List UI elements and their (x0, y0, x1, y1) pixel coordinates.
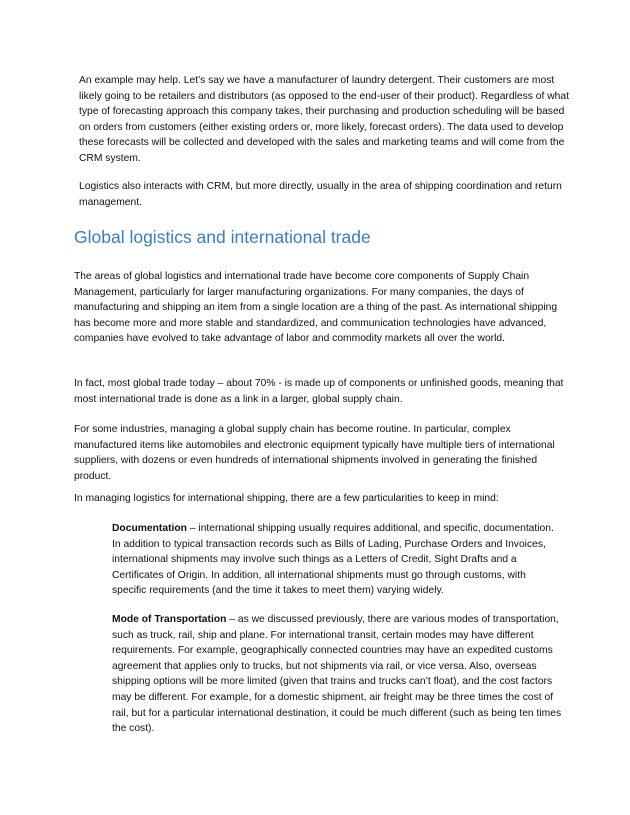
intro-paragraph-detergent: An example may help. Let’s say we have a manufacturer of laundry detergent. Their customers are most likely going to be retailers and distributors (as opposed to the end-user of their product). Regardless of what type of forecasting approach this company takes, their purchasing and production scheduling will be based on orders from customers (either existing orders or, more likely, forecast orders). The data used to develop these forecasts will be collected and developed with the sales and marketing teams and will come from the CRM system. (79, 75, 569, 164)
item-documentation (112, 521, 562, 599)
intro-paragraph-logistics-crm: Logistics also interacts with CRM, but more directly, usually in the area of shipping coordination and return management. (79, 181, 562, 208)
item-term: Mode of Transportation (112, 614, 227, 625)
item-text: – international shipping usually requires additional, and specific, documentation. In addition to typical transaction records such as Bills of Lading, Purchase Orders and Invoices, international shipments may involve such things as a Letters of Credit, Sight Drafts and a Certificates of Origin. In addition, all international shipments must go through customs, with specific requirements (and the time it takes to meet them) varying widely. (112, 523, 554, 597)
paragraph-global-trade-share: In fact, most global trade today – about 70% - is made up of components or unfinished goods, meaning that most international trade is done as a link in a larger, global supply chain. (74, 378, 564, 405)
paragraph-particularities-intro: In managing logistics for international shipping, there are a few particularities to keep in mind: (74, 493, 499, 504)
item-mode-of-transportation (112, 612, 562, 737)
item-text: – as we discussed previously, there are various modes of transportation, such as truck, rail, ship and plane. For international transit, certain modes may have different requirements. For example, geographically connected countries may have an expedited customs agreement that applies only to trucks, but not shipments via rail, or vice versa. Also, overseas shipping options will be more limited (given that trains and trucks can’t float), and the cost factors may be different. For example, for a domestic shipment, air freight may be three times the cost of rail, but for a particular international destination, it could be much different (such as being ten times the cost). (112, 614, 562, 735)
paragraph-supply-chain-routine: For some industries, managing a global supply chain has become routine. In particular, complex manufactured items like automobiles and electronic equipment typically have multiple tiers of international suppliers, with dozens or even hundreds of international shipments involved in generating the finished product. (74, 424, 555, 482)
item-term: Documentation (112, 523, 187, 534)
section-heading: Global logistics and international trade (74, 227, 371, 247)
paragraph-global-logistics: The areas of global logistics and international trade have become core components of Supply Chain Management, particularly for larger manufacturing organizations. For many companies, the days of manufacturing and shipping an item from a single location are a thing of the past. As international shipping has become more and more stable and standardized, and communication technologies have advanced, companies have evolved to take advantage of labor and commodity markets all over the world. (74, 271, 558, 345)
